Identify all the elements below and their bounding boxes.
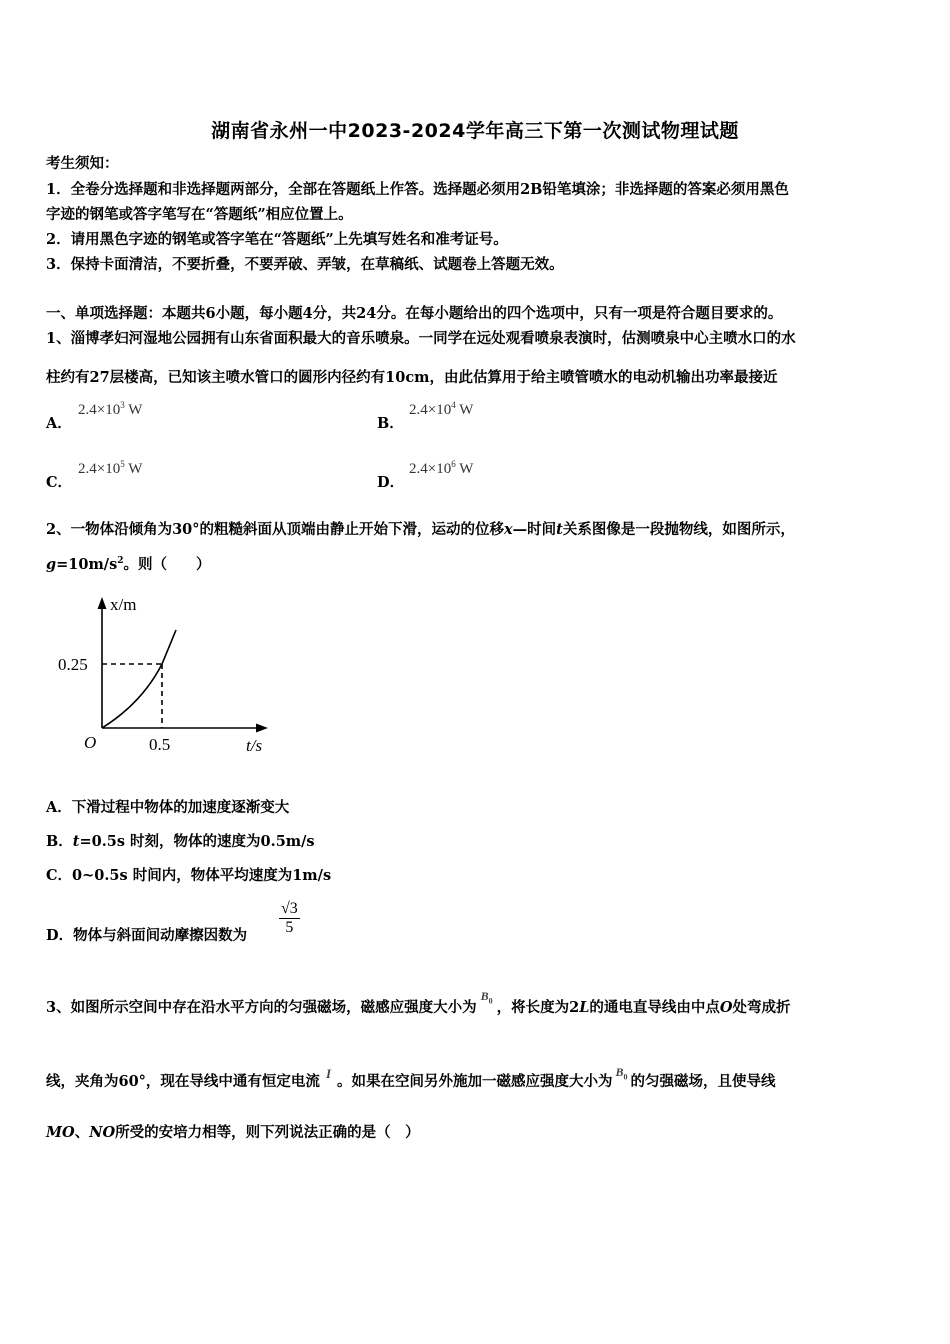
- y-axis-label: x/m: [110, 595, 137, 614]
- q2-option-c[interactable]: C．0~0.5s 时间内，物体平均速度为1m/s: [46, 867, 332, 884]
- notice-item-3: 3．保持卡面清洁，不要折叠，不要弄破、弄皱，在草稿纸、试题卷上答题无效。: [46, 256, 564, 273]
- y-tick-label: 0.25: [58, 655, 88, 674]
- page-title: 湖南省永州一中2023-2024学年高三下第一次测试物理试题: [211, 120, 739, 142]
- option-value: $2.4\times 10^5$ W: [78, 459, 143, 477]
- t-axis-arrow-icon: [256, 724, 268, 733]
- notice-heading: 考生须知：: [46, 155, 119, 172]
- option-value: $2.4\times 10^3$ W: [78, 400, 143, 418]
- fraction-denominator: 5: [285, 919, 294, 936]
- q2-option-b[interactable]: B．t=0.5s 时刻，物体的速度为0.5m/s: [46, 833, 315, 850]
- q1-stem-line-2: 柱约有27层楼高，已知该主喷水管口的圆形内径约有10cm，由此估算用于给主喷管喷水的电动机输出功率最接近: [46, 369, 778, 386]
- x-axis-arrow-icon: [98, 597, 107, 609]
- q1-stem-line-1: 1、淄博孝妇河湿地公园拥有山东省面积最大的音乐喷泉。一同学在远处观看喷泉表演时，估测喷泉中心主喷水口的水: [46, 330, 796, 347]
- fraction-numerator: √3: [281, 900, 298, 917]
- q3-stem-line-3: MO、NO所受的安培力相等，则下列说法正确的是（ ）: [46, 1124, 420, 1141]
- x-tick-label: 0.5: [149, 735, 171, 754]
- option-label: A．: [46, 415, 72, 432]
- b0-symbol: B0: [480, 989, 493, 1006]
- x-axis-label: t/s: [246, 736, 263, 755]
- notice-item-1-line-1: 1．全卷分选择题和非选择题两部分，全部在答题纸上作答。选择题必须用2B铅笔填涂；非选择题的答案必须用黑色: [46, 181, 789, 198]
- section-heading: 一、单项选择题：本题共6小题，每小题4分，共24分。在每小题给出的四个选项中，只有一项是符合题目要求的。: [46, 305, 783, 322]
- origin-label: O: [84, 733, 97, 752]
- xt-graph: [50, 588, 280, 760]
- q2-option-d[interactable]: D．物体与斜面间动摩擦因数为: [46, 927, 248, 944]
- displacement-curve: [102, 630, 176, 728]
- option-label: C．: [46, 474, 73, 491]
- q2-stem-line-2: $g=10m/s^2$。则（ ）: [46, 556, 211, 573]
- notice-item-1-line-2: 字迹的钢笔或答字笔写在“答题纸”相应位置上。: [46, 206, 353, 223]
- current-symbol: I: [325, 1066, 331, 1081]
- q3-stem-line-1: 3、如图所示空间中存在沿水平方向的匀强磁场，磁感应强度大小为$^{B_0}$ ，将长度为2L的通电直导线由中点O处弯成折: [46, 989, 791, 1016]
- mu-fraction: [279, 900, 300, 937]
- notice-item-2: 2．请用黑色字迹的钢笔或答字笔在“答题纸”上先填写姓名和准考证号。: [46, 231, 508, 248]
- option-label: D．: [377, 474, 405, 491]
- option-value: $2.4\times 10^4$ W: [409, 400, 474, 418]
- q3-stem-line-2: 线，夹角为60°，现在导线中通有恒定电流 I 。如果在空间另外施加一磁感应强度大小为$^{B_0}$ 的匀强磁场，且使导线: [46, 1065, 776, 1090]
- option-label: B．: [377, 415, 404, 432]
- q2-stem-line-1: 2、一物体沿倾角为30°的粗糙斜面从顶端由静止开始下滑，运动的位移x—时间t关系图像是一段抛物线，如图所示，: [46, 521, 795, 538]
- b0-symbol: B0: [615, 1065, 628, 1082]
- q2-option-a[interactable]: A．下滑过程中物体的加速度逐渐变大: [46, 799, 290, 816]
- option-value: $2.4\times 10^6$ W: [409, 459, 474, 477]
